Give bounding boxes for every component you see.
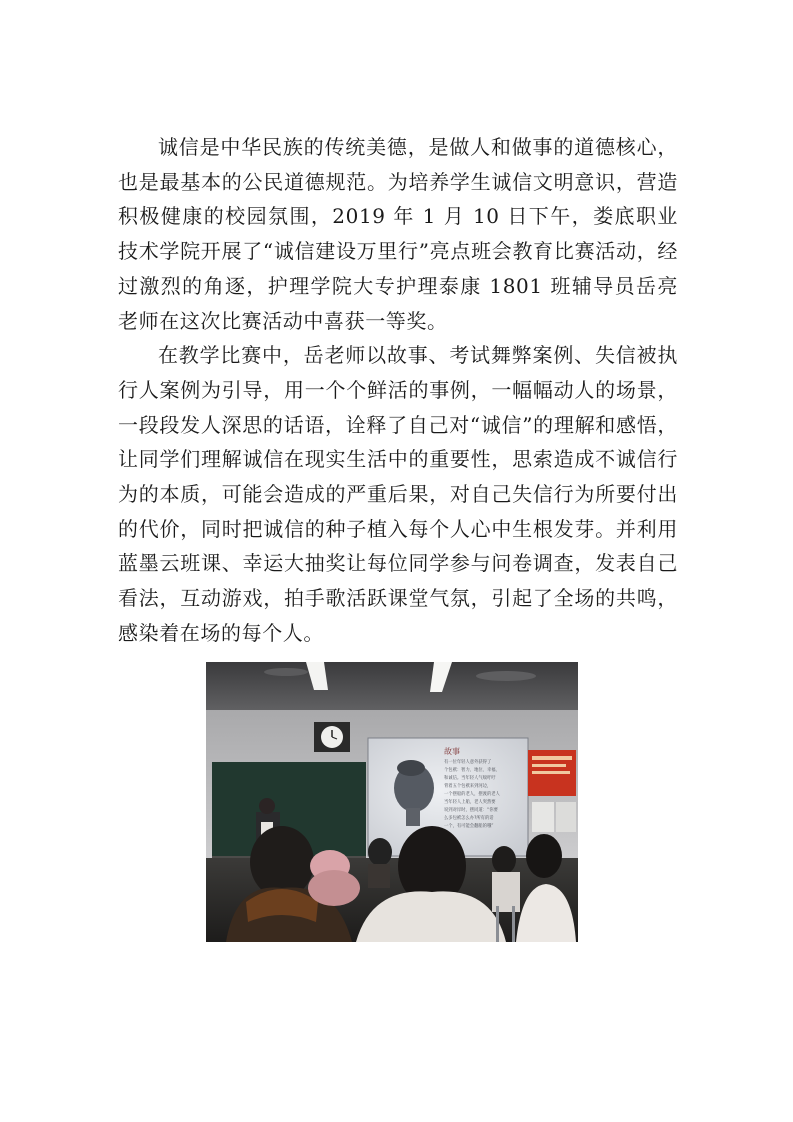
ceiling-fan-left [264,668,308,676]
svg-text:一个摆船的老人，摆渡的老人: 一个摆船的老人，摆渡的老人 [444,792,500,797]
screen-text-lines [444,758,501,829]
svg-text:个包袱：智力、地位、幸福、: 个包袱：智力、地位、幸福、 [444,768,500,773]
article-body [118,130,678,651]
svg-text:有一位年轻人意外获得了: 有一位年轻人意外获得了 [444,760,492,765]
svg-text:一个，有可能会翻船的哦”: 一个，有可能会翻船的哦” [444,824,494,829]
paragraph-intro: 诚信是中华民族的传统美德，是做人和做事的道德核心，也是最基本的公民道德规范。为培养学生诚信文明意识，营造积极健康的校园氛围，2019 年 1 月 10 日下午，娄底职业技术学院开展了“诚信建设万里行”亮点班会教育比赛活动，经过激烈的角逐，护理学院大专护理泰康 1801 班辅导员岳亮老师在这次比赛活动中喜获一等奖。 [118,135,678,333]
screen-heading: 故事 [444,747,460,756]
svg-text:背着五个包袱来到河边，: 背着五个包袱来到河边， [444,784,492,789]
svg-text:当年轻人上船，老人突然要: 当年轻人上船，老人突然要 [444,800,496,805]
notice-sheet [532,802,554,832]
svg-text:么多包袱怎么办?所有的话: 么多包袱怎么办?所有的话 [444,816,494,821]
paragraph-teaching-contest: 在教学比赛中，岳老师以故事、考试舞弊案例、失信被执行人案例为引导，用一个个鲜活的事例，一幅幅动人的场景，一段段发人深思的话语，诠释了自己对“诚信”的理解和感悟，让同学们理解诚信在现实生活中的重要性，思索造成不诚信行为的本质，可能会造成的严重后果，对自己失信行为所要付出的代价，同时把诚信的种子植入每个人心中生根发芽。并利用蓝墨云班课、幸运大抽奖让每位同学参与问卷调查，发表自己看法，互动游戏，拍手歌活跃课堂气氛，引起了全场的共鸣，感染着在场的每个人。 [118,343,678,645]
classroom-photo-illustration [206,662,578,942]
ceiling-fan-right [476,671,536,681]
svg-text:说到对岸时，摆同道：“你要: 说到对岸时，摆同道：“你要 [444,808,498,813]
classroom-photo [206,662,578,942]
svg-text:和诚信。当年轻人气喘吁吁: 和诚信。当年轻人气喘吁吁 [444,776,496,781]
